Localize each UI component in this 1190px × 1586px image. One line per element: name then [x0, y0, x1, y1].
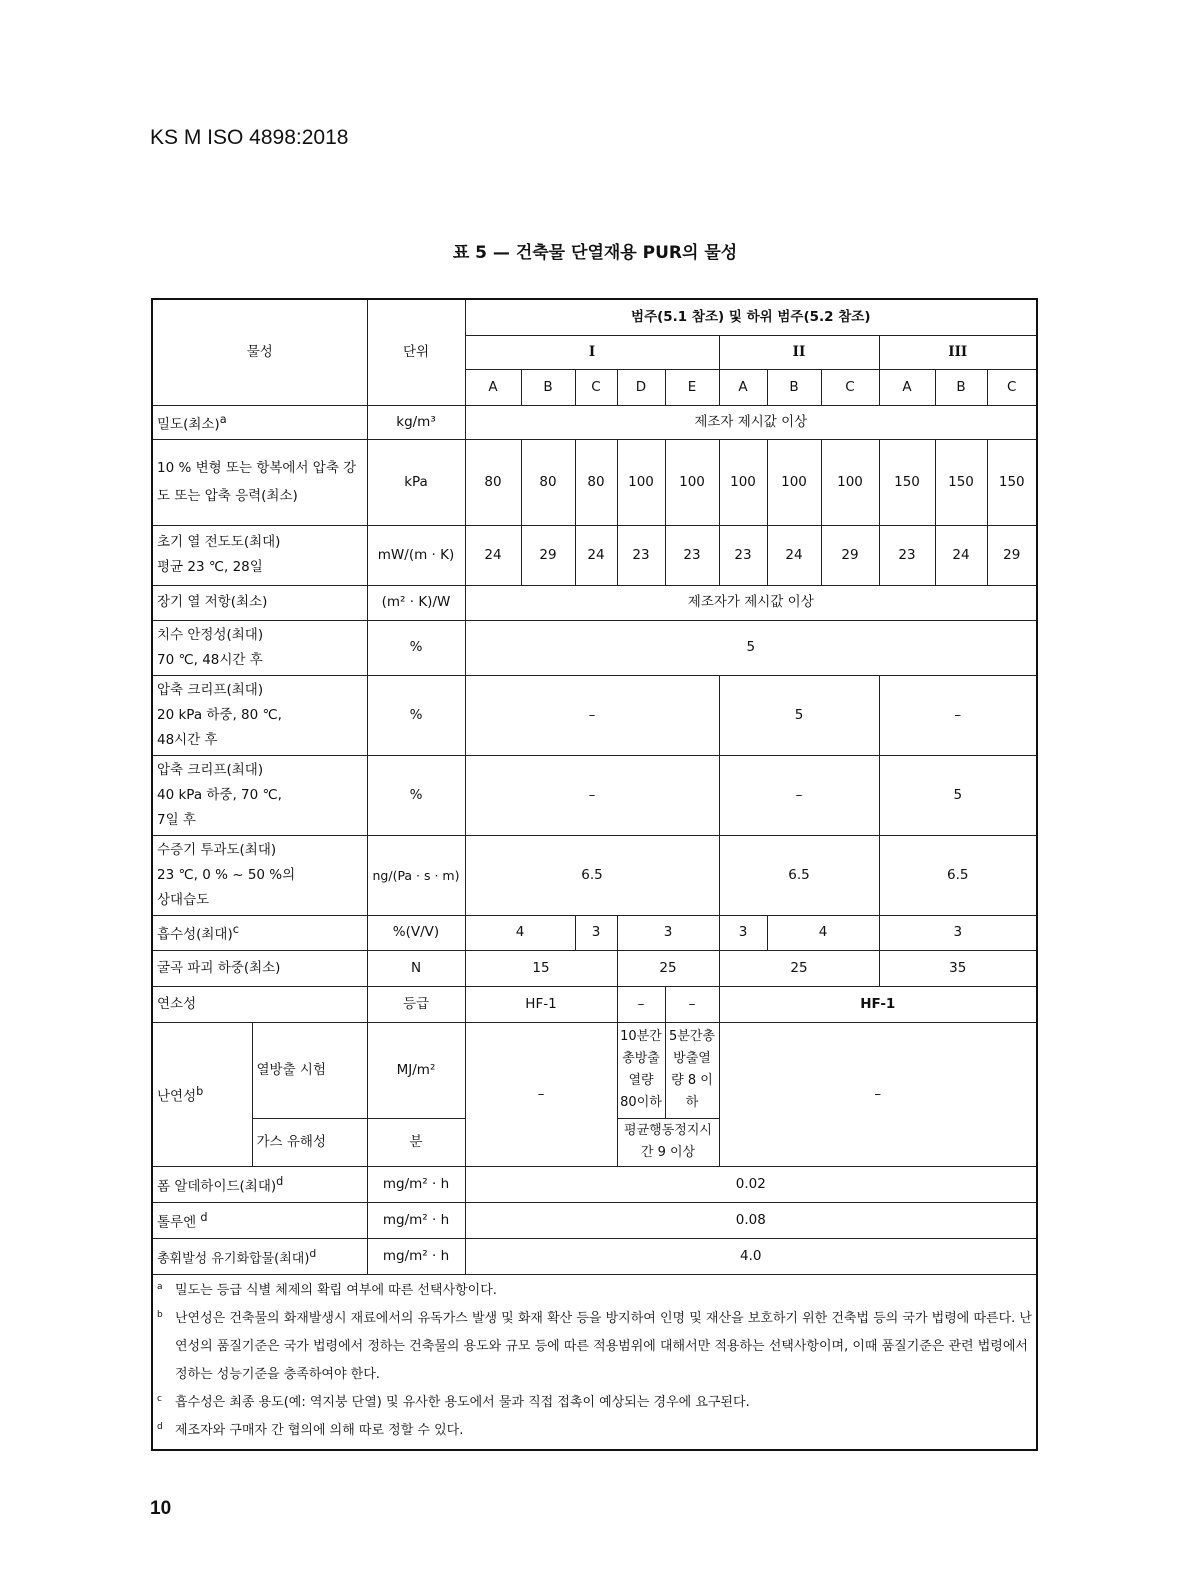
- subcategory: B: [767, 369, 821, 405]
- creep20-label-3: 48시간 후: [157, 731, 218, 748]
- header-property: 물성: [152, 299, 367, 405]
- category-3: III: [879, 335, 1037, 369]
- row-tvoc: [152, 1238, 1037, 1274]
- creep20-label-2: 20 kPa 하중, 80 ℃,: [157, 706, 282, 723]
- vapour-label-1: 수증기 투과도(최대): [157, 841, 277, 858]
- tvoc-unit: mg/m² · h: [367, 1238, 465, 1274]
- cell-value: –: [465, 1022, 617, 1166]
- note-mark: c: [157, 1393, 162, 1404]
- cell-value: 150: [987, 439, 1037, 525]
- row-creep-40: [152, 755, 1037, 835]
- cell-value: 23: [617, 525, 665, 585]
- standard-code: KS M ISO 4898:2018: [150, 126, 349, 149]
- heat-release-e: 5분간총방출열량 8 이하: [665, 1022, 719, 1118]
- cell-value: 80: [465, 439, 521, 525]
- toluene-value: 0.08: [465, 1202, 1037, 1238]
- table-title: 표 5 — 건축물 단열재용 PUR의 물성: [452, 243, 738, 263]
- row-compressive: [152, 439, 1037, 525]
- note-text: 흡수성은 최종 용도(예: 역지붕 단열) 및 유사한 용도에서 물과 직접 접촉이 예상되는 경우에 요구된다.: [175, 1394, 750, 1410]
- heat-release-d: 10분간총방출열량 80이하: [617, 1022, 665, 1118]
- row-combustion: [152, 986, 1037, 1022]
- subcategory: C: [821, 369, 879, 405]
- toluene-label: 톨루엔: [157, 1214, 197, 1231]
- row-long-term: [152, 585, 1037, 620]
- cell-value: 4: [465, 915, 575, 950]
- cell-value: 3: [575, 915, 617, 950]
- cell-value: 6.5: [465, 835, 719, 915]
- row-creep-20: [152, 675, 1037, 755]
- cell-value: 15: [465, 950, 617, 986]
- toluene-unit: mg/m² · h: [367, 1202, 465, 1238]
- long-term-label: 장기 열 저항(최소): [152, 585, 367, 620]
- subcategory: B: [935, 369, 987, 405]
- water-label: 흡수성(최대): [157, 926, 233, 943]
- row-formaldehyde: [152, 1166, 1037, 1202]
- cell-value: 24: [767, 525, 821, 585]
- subcategory: A: [879, 369, 935, 405]
- subcategory: C: [575, 369, 617, 405]
- cell-value: 5: [719, 675, 879, 755]
- cell-value: 23: [879, 525, 935, 585]
- subcategory: D: [617, 369, 665, 405]
- formaldehyde-value: 0.02: [465, 1166, 1037, 1202]
- category-2: II: [719, 335, 879, 369]
- row-dimensional: [152, 620, 1037, 675]
- cell-value: 35: [879, 950, 1037, 986]
- cell-value: 150: [935, 439, 987, 525]
- heat-release-label: 열방출 시험: [252, 1022, 367, 1118]
- cell-value: 29: [821, 525, 879, 585]
- cell-value: 29: [987, 525, 1037, 585]
- note-text: 난연성은 건축물의 화재발생시 재료에서의 유독가스 발생 및 화재 확산 등을 방지하여 인명 및 재산을 보호하기 위한 건축법 등의 국가 법령에 따른다. 난연성의 품질기준은 국가 법령에서 정하는 건축물의 용도와 규모 등에 따른 적용범위에 대해서만 적용하는 선택사항이며, 이때 품질기준은 관련 법령에서 정하는 성능기준을 충족하여야 한다.: [175, 1310, 1032, 1382]
- cell-value: 100: [617, 439, 665, 525]
- note-text: 제조자와 구매자 간 협의에 의해 따로 정할 수 있다.: [175, 1422, 464, 1438]
- creep40-unit: %: [367, 755, 465, 835]
- combustion-label: 연소성: [152, 986, 367, 1022]
- long-term-value: 제조자가 제시값 이상: [465, 585, 1037, 620]
- cell-value: HF-1: [465, 986, 617, 1022]
- density-label: 밀도(최소): [157, 416, 220, 433]
- dimensional-label-2: 70 ℃, 48시간 후: [157, 651, 263, 668]
- tvoc-label: 총휘발성 유기화합물(최대): [157, 1251, 310, 1267]
- row-water: [152, 915, 1037, 950]
- cell-value: –: [879, 675, 1037, 755]
- row-toluene: [152, 1202, 1037, 1238]
- cell-value: HF-1: [719, 986, 1037, 1022]
- subcategory: E: [665, 369, 719, 405]
- compressive-unit: kPa: [367, 439, 465, 525]
- cell-value: 24: [465, 525, 521, 585]
- note-d: [157, 1417, 1032, 1445]
- bending-unit: N: [367, 950, 465, 986]
- cell-value: 23: [665, 525, 719, 585]
- density-unit: kg/m³: [367, 405, 465, 439]
- cell-value: 3: [617, 915, 719, 950]
- cell-value: 25: [719, 950, 879, 986]
- compressive-label: 10 % 변형 또는 항복에서 압축 강도 또는 압축 응력(최소): [152, 439, 367, 525]
- bending-label: 굴곡 파괴 하중(최소): [152, 950, 367, 986]
- header-category-group: 범주(5.1 참조) 및 하위 범주(5.2 참조): [465, 299, 1037, 335]
- thermal-label-2: 평균 23 ℃, 28일: [157, 559, 263, 575]
- note-ref: d: [276, 1174, 284, 1188]
- cell-value: 6.5: [719, 835, 879, 915]
- cell-value: 100: [665, 439, 719, 525]
- row-density: [152, 405, 1037, 439]
- gas-toxicity-unit: 분: [367, 1118, 465, 1166]
- gas-toxicity-label: 가스 유해성: [252, 1118, 367, 1166]
- cell-value: 80: [521, 439, 575, 525]
- note-ref: d: [309, 1246, 317, 1260]
- subcategory: A: [719, 369, 767, 405]
- creep40-label-1: 압축 크리프(최대): [157, 761, 264, 778]
- cell-value: 100: [767, 439, 821, 525]
- page-number: 10: [150, 1498, 172, 1519]
- cell-value: 3: [719, 915, 767, 950]
- water-unit: %(V/V): [367, 915, 465, 950]
- cell-value: 5: [879, 755, 1037, 835]
- cell-value: 25: [617, 950, 719, 986]
- creep40-label-2: 40 kPa 하중, 70 ℃,: [157, 786, 282, 803]
- long-term-unit: (m² · K)/W: [367, 585, 465, 620]
- header-unit: 단위: [367, 299, 465, 405]
- note-b: [157, 1305, 1032, 1389]
- dimensional-unit: %: [367, 620, 465, 675]
- dimensional-label-1: 치수 안정성(최대): [157, 626, 264, 643]
- cell-value: 100: [821, 439, 879, 525]
- subcategory: A: [465, 369, 521, 405]
- thermal-unit: mW/(m · K): [367, 525, 465, 585]
- category-1: I: [465, 335, 719, 369]
- cell-value: 3: [879, 915, 1037, 950]
- note-a: [157, 1277, 1032, 1305]
- formaldehyde-unit: mg/m² · h: [367, 1166, 465, 1202]
- vapour-label-3: 상대습도: [157, 891, 210, 908]
- cell-value: –: [465, 755, 719, 835]
- row-notes: [152, 1274, 1037, 1450]
- vapour-label-2: 23 ℃, 0 % ~ 50 %의: [157, 866, 296, 883]
- gas-toxicity-value: 평균행동정지시간 9 이상: [617, 1118, 719, 1166]
- combustion-unit: 등급: [367, 986, 465, 1022]
- note-mark: a: [157, 1281, 163, 1292]
- creep20-unit: %: [367, 675, 465, 755]
- cell-value: –: [719, 1022, 1037, 1166]
- row-vapour: [152, 835, 1037, 915]
- creep40-label-3: 7일 후: [157, 811, 196, 828]
- cell-value: –: [665, 986, 719, 1022]
- table-notes: [152, 1274, 1037, 1450]
- row-thermal: [152, 525, 1037, 585]
- cell-value: 29: [521, 525, 575, 585]
- cell-value: –: [617, 986, 665, 1022]
- cell-value: –: [719, 755, 879, 835]
- tvoc-value: 4.0: [465, 1238, 1037, 1274]
- cell-value: 6.5: [879, 835, 1037, 915]
- cell-value: 24: [575, 525, 617, 585]
- note-mark: b: [157, 1309, 163, 1320]
- note-ref: a: [219, 412, 227, 426]
- row-bending: [152, 950, 1037, 986]
- cell-value: 80: [575, 439, 617, 525]
- note-ref: c: [232, 923, 239, 937]
- cell-value: 23: [719, 525, 767, 585]
- note-ref: d: [200, 1210, 208, 1224]
- properties-table: [151, 298, 1038, 1451]
- note-text: 밀도는 등급 식별 체제의 확립 여부에 따른 선택사항이다.: [175, 1282, 497, 1298]
- cell-value: 100: [719, 439, 767, 525]
- cell-value: –: [465, 675, 719, 755]
- creep20-label-1: 압축 크리프(최대): [157, 681, 264, 698]
- heat-release-unit: MJ/m²: [367, 1022, 465, 1118]
- dimensional-value: 5: [465, 620, 1037, 675]
- density-value: 제조자 제시값 이상: [465, 405, 1037, 439]
- vapour-unit: ng/(Pa · s · m): [367, 835, 465, 915]
- cell-value: 4: [767, 915, 879, 950]
- cell-value: 24: [935, 525, 987, 585]
- subcategory: C: [987, 369, 1037, 405]
- row-flame-heat: [152, 1022, 1037, 1118]
- note-mark: d: [157, 1421, 163, 1432]
- subcategory: B: [521, 369, 575, 405]
- formaldehyde-label: 폼 알데하이드(최대): [157, 1178, 277, 1195]
- note-ref: b: [196, 1084, 204, 1098]
- cell-value: 150: [879, 439, 935, 525]
- note-c: [157, 1389, 1032, 1417]
- thermal-label-1: 초기 열 전도도(최대): [157, 534, 281, 550]
- flame-label: 난연성: [157, 1088, 197, 1105]
